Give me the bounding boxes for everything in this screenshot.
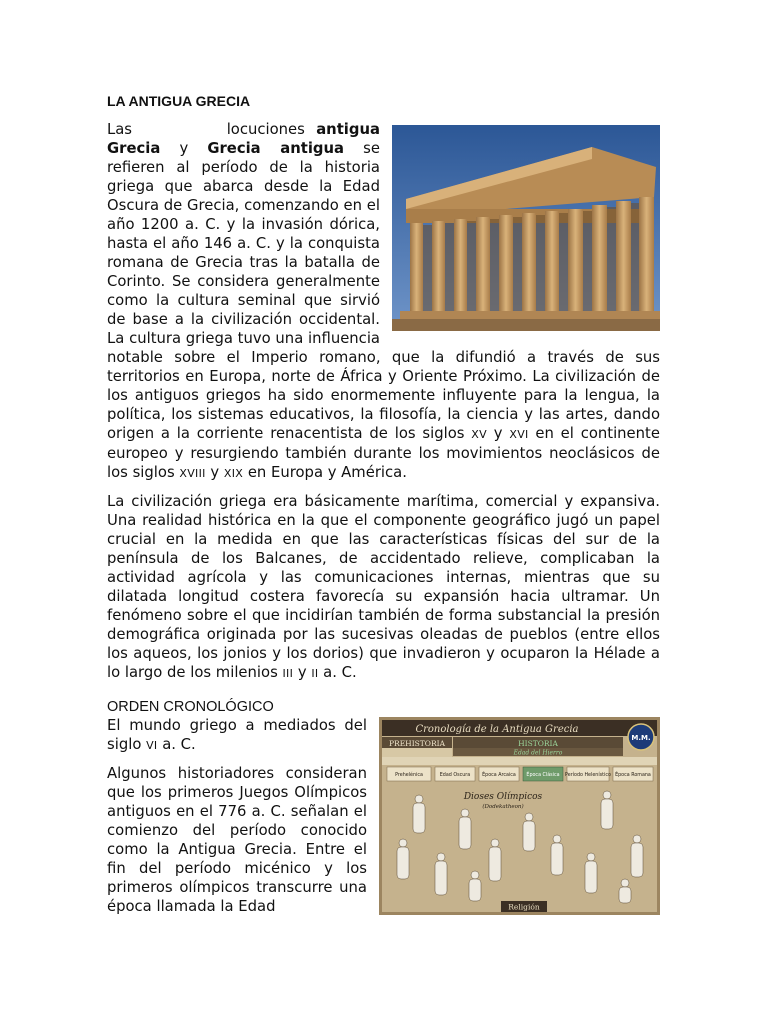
paragraph-1: Las locuciones antigua Grecia y Grecia antigua se refieren al período de la historia griega que abarca desde la Edad Oscura de Grecia, comenzando en el año 1200 a. C. y la invasión dórica, hasta el año 146 a. C. y la conquista romana de Grecia tras la batalla de Corinto. Se considera generalmente como la cultura seminal que sirvió de base a la civilización occidental. La cultura griega tuvo una influencia notable sobre el Imperio romano, que la difundió a través de sus territorios en Europa, norte de África y Oriente Próximo. La civilización de los antiguos griegos ha sido enormemente influyente para la lengua, la política, los sistemas educativos, la filosofía, la ciencia y las artes, dando origen a la corriente renacentista de los siglos XV y XVI en el continente europeo y resurgiendo también durante los movimientos neoclásicos de los siglos XVIII y XIX en Europa y América.: [107, 121, 660, 481]
parthenon-figure: [392, 125, 660, 331]
paragraph-3: El mundo griego a mediados del siglo VI a. C.: [107, 717, 367, 753]
period-6: Época Romana: [615, 773, 651, 778]
chrono-edad-hierro: Edad del Hierro: [513, 749, 563, 757]
document-page: [107, 92, 660, 925]
period-2: Edad Oscura: [439, 773, 471, 778]
chrono-historia: HISTORIA: [518, 739, 558, 748]
chrono-center-label: Dioses Olímpicos: [463, 792, 543, 802]
period-1: Prehelénica: [395, 773, 423, 778]
paragraph-2: La civilización griega era básicamente marítima, comercial y expansiva. Una realidad histórica en la que el componente geográfico jugó un papel crucial en la medida en que las características físicas del sur de la península de los Balcanes, de accidentado relieve, complicaban la actividad agrícola y las comunicaciones internas, mientras que su dilatada longitud costera favorecía su expansión hacia ultramar. Un fenómeno sobre el que incidirían también de forma substancial la presión demográfica originada por las sucesivas oleadas de pueblos (entre ellos los aqueos, los jonios y los dorios) que invadieron y ocuparon la Hélade a lo largo de los milenios III y II a. C.: [107, 493, 660, 681]
page-title: LA ANTIGUA GRECIA: [107, 93, 251, 109]
chrono-center-sub: (Dodekatheon): [482, 804, 524, 810]
period-3: Época Arcaica: [482, 773, 516, 778]
paragraph-4: Algunos historiadores consideran que los primeros Juegos Olímpicos antiguos en el 776 a. C. señalan el comienzo del período conocido como la Antigua Grecia. Entre el fin del período micénico y los primeros olímpicos transcurre una época llamada la Edad: [107, 765, 367, 915]
chronology-figure: [379, 717, 660, 915]
period-4: Época Clásica: [526, 773, 560, 778]
bold-term-2: Grecia antigua: [207, 140, 345, 157]
chronology-image: [379, 717, 660, 915]
chrono-prehistoria: PREHISTORIA: [389, 739, 445, 748]
period-5: Período Helenístico: [565, 773, 611, 778]
parthenon-image: [392, 125, 660, 331]
bold-term-1: antigua Grecia: [107, 121, 380, 157]
chrono-title: Cronología de la Antigua Grecia: [415, 724, 579, 735]
chrono-footer: Religión: [508, 902, 540, 912]
section-title-chronology: ORDEN CRONOLÓGICO: [107, 699, 274, 715]
chrono-badge: M.M.: [631, 734, 651, 742]
